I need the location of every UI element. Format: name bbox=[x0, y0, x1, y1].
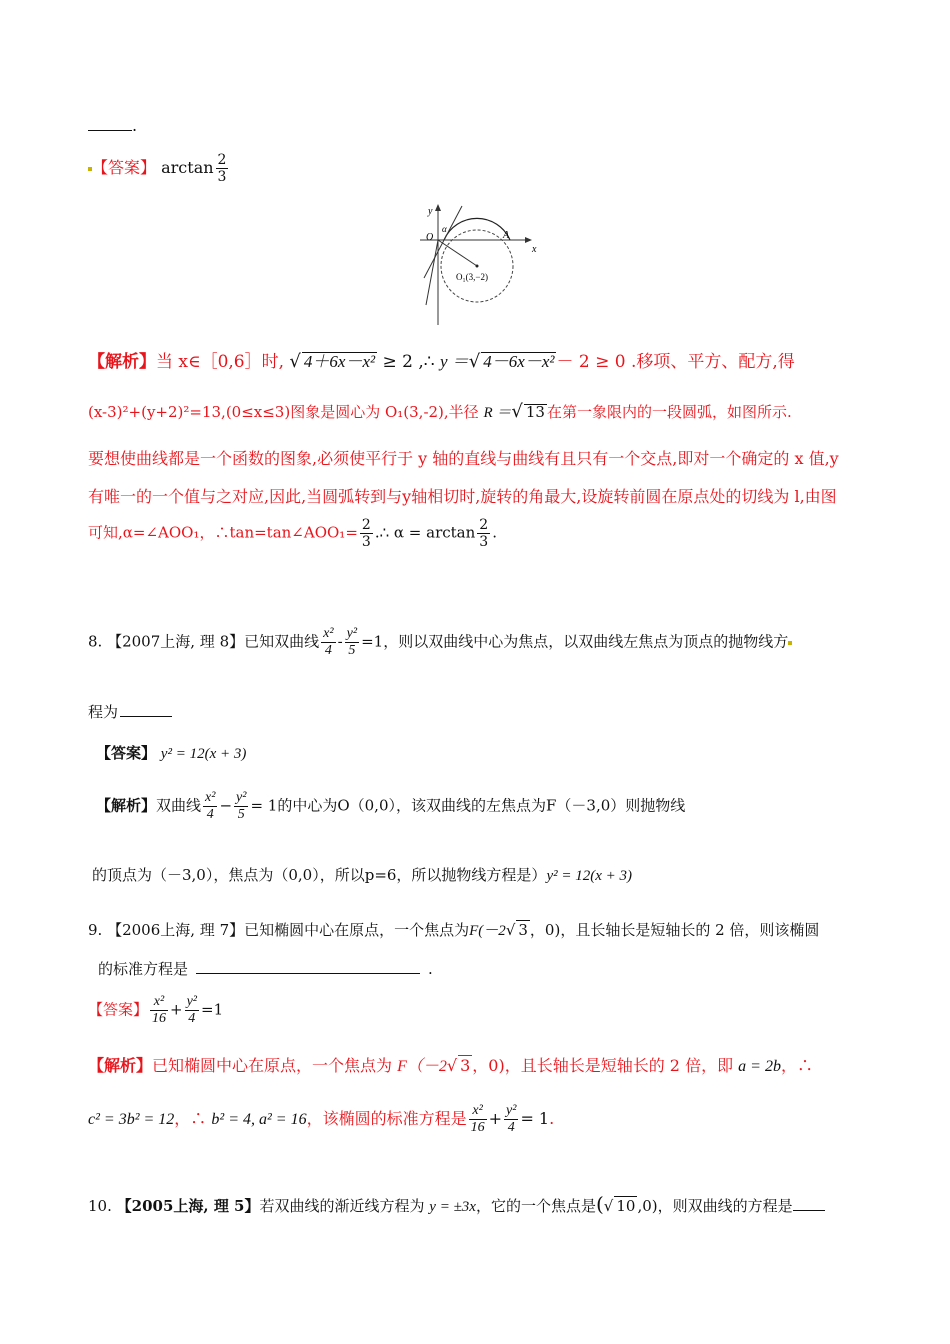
q9-a-fraction-2 bbox=[185, 994, 199, 1027]
q7-answer-func: arctan bbox=[161, 158, 214, 178]
q9-a-num-1: x² bbox=[150, 994, 168, 1011]
q8-minus: - bbox=[337, 632, 343, 651]
q9-an-eq1: a = 2b bbox=[738, 1058, 781, 1075]
q9-l2-eq3: = 1 bbox=[520, 1109, 550, 1129]
q9-l2-plus: + bbox=[488, 1109, 503, 1129]
q7-l1-b: ≥ 2 ,∴ bbox=[382, 352, 435, 372]
q9-l2-eq: c² = 3b² = 12 bbox=[88, 1111, 175, 1129]
q8-number: 8. bbox=[88, 632, 103, 651]
q7-l1-math: √ 4＋6x－x² ≥ 2 ,∴ y ＝√ 4－6x－x² bbox=[289, 351, 555, 372]
q9-question-line-2 bbox=[98, 958, 433, 979]
q8-answer-label: 【答案】 bbox=[96, 744, 157, 762]
q8-an-b: = 1的中心为O（0,0），该双曲线的左焦点为F（－3,0）则抛物线 bbox=[250, 796, 686, 815]
tangent-line-rotated bbox=[426, 240, 438, 305]
q10-number: 10. bbox=[88, 1197, 112, 1215]
q8-answer-blank bbox=[120, 716, 172, 717]
y-axis-arrow bbox=[435, 204, 441, 211]
q9-text-b: ，0)，且长轴长是短轴长的 2 倍，则该椭圆 bbox=[529, 921, 820, 939]
q9-text-c: 的标准方程是 bbox=[98, 960, 189, 978]
q10-text-a: 若双曲线的渐近线方程为 bbox=[259, 1197, 425, 1215]
q9-a-num-2: y² bbox=[185, 994, 199, 1011]
center-label: O₁(3,−2) bbox=[456, 272, 488, 282]
q7-l2-radicand: 13 bbox=[525, 403, 545, 421]
q8-eq1: =1 bbox=[361, 632, 384, 651]
q9-a-fraction-1 bbox=[150, 994, 168, 1027]
q9-l2-end: . bbox=[549, 1109, 555, 1129]
q9-answer-label: 【答案】 bbox=[88, 1000, 149, 1019]
q8-analysis-line bbox=[96, 790, 685, 823]
q7-analysis-label: 【解析】 bbox=[88, 352, 156, 372]
q9-a-plus: + bbox=[170, 1000, 183, 1019]
q7-l5-den-2: 3 bbox=[479, 534, 489, 551]
q7-answer-denominator: 3 bbox=[217, 169, 227, 186]
q9-analysis-line: 【解析】已知椭圆中心在原点，一个焦点为 F（－2√ 3 ，0)，且长轴长是短轴长的 2 倍，即 a = 2b，∴ bbox=[88, 1056, 813, 1075]
q7-answer-label: 【答案】 bbox=[92, 158, 157, 178]
q9-an-c: ，∴ bbox=[780, 1056, 813, 1075]
y-axis-label: y bbox=[428, 206, 433, 217]
q7-l1-radicand-1: 4＋6x－x² bbox=[303, 352, 376, 371]
q9-focus: F(－2 bbox=[469, 923, 506, 939]
q9-an-F: F（－2 bbox=[397, 1058, 447, 1075]
q7-l5-den: 3 bbox=[361, 534, 371, 551]
top-blank-line bbox=[88, 118, 137, 134]
q7-l5-num: 2 bbox=[361, 517, 371, 533]
q7-analysis-line-2: (x-3)²+(y+2)²=13,(0≤x≤3)图象是圆心为 O₁(3,-2),半径 R ＝√ 13 在第一象限内的一段圆弧，如图所示. bbox=[88, 401, 792, 422]
q7-figure bbox=[412, 200, 542, 330]
q8-text-b: ，则以双曲线中心为焦点，以双曲线左焦点为顶点的抛物线方 bbox=[383, 632, 789, 651]
q8-source: 【2007上海, 理 8】 bbox=[107, 632, 245, 651]
q8-an-c: 的顶点为（－3,0），焦点为（0,0），所以p=6，所以抛物线方程是） bbox=[92, 866, 547, 884]
q10-text-b: ，它的一个焦点是 bbox=[475, 1197, 596, 1215]
q9-l2-fraction-1 bbox=[469, 1103, 487, 1136]
q9-l2-den-1: 16 bbox=[470, 1120, 485, 1136]
q8-an-num-1: x² bbox=[203, 790, 217, 807]
q7-l2-b: 在第一象限内的一段圆弧，如图所示. bbox=[546, 403, 792, 421]
q9-text-a: 已知椭圆中心在原点，一个焦点为 bbox=[244, 921, 470, 939]
q7-l5-a: 可知,α=∠AOO₁，∴tan=tan∠AOO₁= bbox=[88, 523, 358, 542]
q9-l2-num-2: y² bbox=[504, 1103, 518, 1120]
q8-an-num-2: y² bbox=[234, 790, 248, 807]
q7-answer-numerator: 2 bbox=[217, 152, 227, 168]
q7-l1-c: － 2 ≥ 0 .移项、平方、配方,得 bbox=[556, 352, 795, 372]
q9-l2-num-1: x² bbox=[469, 1103, 487, 1120]
q8-fraction-2 bbox=[345, 626, 359, 659]
q9-analysis-label: 【解析】 bbox=[88, 1056, 153, 1075]
q9-text-end: . bbox=[428, 960, 433, 978]
q9-a-den-2: 4 bbox=[188, 1011, 196, 1027]
q7-answer-fraction bbox=[216, 152, 229, 185]
q8-an-minus: − bbox=[219, 796, 233, 815]
alpha-label: α bbox=[442, 224, 447, 234]
q7-answer-line bbox=[88, 152, 230, 185]
q8-an-fraction-2 bbox=[234, 790, 248, 823]
q9-analysis-line-2 bbox=[88, 1103, 554, 1136]
q8-an-den-1: 4 bbox=[206, 807, 214, 823]
q7-analysis-line-5 bbox=[88, 517, 497, 550]
q10-focus-open: ( bbox=[595, 1192, 604, 1216]
q7-l5-fraction bbox=[360, 517, 373, 550]
q9-number: 9. bbox=[88, 921, 103, 939]
q9-focus-radicand: 3 bbox=[518, 921, 528, 939]
q8-analysis-line-2 bbox=[92, 864, 632, 885]
q7-l5-fraction-2 bbox=[477, 517, 490, 550]
q8-answer-line bbox=[96, 742, 246, 763]
q9-l2-b: ，该椭圆的标准方程是 bbox=[306, 1109, 467, 1129]
origin-label: O bbox=[426, 232, 434, 243]
q9-a-eq: =1 bbox=[201, 1000, 224, 1019]
q9-a-den-1: 16 bbox=[152, 1011, 167, 1027]
q10-answer-blank bbox=[793, 1210, 825, 1211]
q8-answer-value: y² = 12(x + 3) bbox=[160, 746, 247, 762]
q8-analysis-label: 【解析】 bbox=[96, 796, 157, 815]
q9-an-a: 已知椭圆中心在原点，一个焦点为 bbox=[152, 1056, 393, 1075]
margin-mark bbox=[788, 641, 792, 645]
q9-question-line: 9. 【2006上海, 理 7】已知椭圆中心在原点，一个焦点为F(－2√ 3 ，0)，且长轴长是短轴长的 2 倍，则该椭圆 bbox=[88, 921, 820, 939]
q9-l2-a: ，∴ bbox=[174, 1109, 207, 1129]
q9-answer-blank bbox=[196, 973, 420, 974]
q9-source: 【2006上海, 理 7】 bbox=[107, 921, 245, 939]
q7-l1-y: y ＝ bbox=[440, 352, 469, 371]
q7-analysis-line-3: 要想使曲线都是一个函数的图象,必须使平行于 y 轴的直线与曲线有且只有一个交点,即对一个确定的 x 值,y bbox=[88, 449, 839, 468]
q7-l5-end: . bbox=[492, 523, 497, 542]
q9-l2-den-2: 4 bbox=[507, 1120, 515, 1136]
answer-blank bbox=[88, 130, 132, 131]
q10-text-c: ，则双曲线的方程是 bbox=[657, 1197, 793, 1215]
q8-f2-den: 5 bbox=[348, 643, 356, 659]
q10-asymptote: y = ±3x bbox=[429, 1199, 476, 1215]
q7-l5-num-2: 2 bbox=[479, 517, 489, 533]
q9-l2-fraction-2 bbox=[504, 1103, 518, 1136]
q8-text-c: 程为 bbox=[88, 703, 119, 721]
q7-analysis-line-4: 有唯一的一个值与之对应,因此,当圆弧转到与y轴相切时,旋转的角最大,设旋转前圆在原点处的切线为 l,由图 bbox=[88, 487, 837, 506]
q10-focus-close: ,0) bbox=[637, 1197, 658, 1215]
q8-f1-den: 4 bbox=[324, 643, 332, 659]
q8-question-line bbox=[88, 626, 792, 659]
q7-l5-b: .∴ α = arctan bbox=[374, 523, 476, 542]
q9-an-radicand: 3 bbox=[460, 1056, 471, 1075]
q7-l2-a: (x-3)²+(y+2)²=13,(0≤x≤3)图象是圆心为 O₁(3,-2),半径 bbox=[88, 403, 479, 421]
q8-question-line-2 bbox=[88, 701, 172, 722]
q9-an-b: ，0)，且长轴长是短轴长的 2 倍，即 bbox=[472, 1056, 734, 1075]
q9-l2-eq2: b² = 4, a² = 16 bbox=[211, 1111, 307, 1129]
q8-an-fraction-1 bbox=[203, 790, 217, 823]
center-point bbox=[476, 265, 479, 268]
q8-an-a: 双曲线 bbox=[156, 796, 202, 815]
q10-source: 【2005上海, 理 5】 bbox=[116, 1197, 260, 1215]
q8-fraction-1 bbox=[321, 626, 335, 659]
x-axis-label: x bbox=[532, 244, 537, 255]
q7-l1-a: 当 x∈［0,6］时, bbox=[156, 352, 285, 372]
q8-f2-num: y² bbox=[345, 626, 359, 643]
q8-an-eq: y² = 12(x + 3) bbox=[546, 868, 632, 884]
x-axis-arrow bbox=[525, 237, 532, 243]
q7-l2-R: R ＝ bbox=[483, 405, 512, 421]
top-trailing-period: . bbox=[132, 116, 138, 135]
q10-focus-radicand: 10 bbox=[616, 1197, 636, 1215]
q7-l1-radicand-2: 4－6x－x² bbox=[483, 352, 555, 371]
q10-question-line: 10. 【2005上海, 理 5】若双曲线的渐近线方程为 y = ±3x，它的一个焦点是(√ 10 ,0)，则双曲线的方程是 bbox=[88, 1192, 825, 1216]
q8-text-a: 已知双曲线 bbox=[244, 632, 320, 651]
q8-an-den-2: 5 bbox=[237, 807, 245, 823]
q7-analysis-line-1 bbox=[88, 352, 795, 371]
q8-f1-num: x² bbox=[321, 626, 335, 643]
point-a-label: A bbox=[503, 230, 510, 241]
q9-answer-line bbox=[88, 994, 223, 1027]
